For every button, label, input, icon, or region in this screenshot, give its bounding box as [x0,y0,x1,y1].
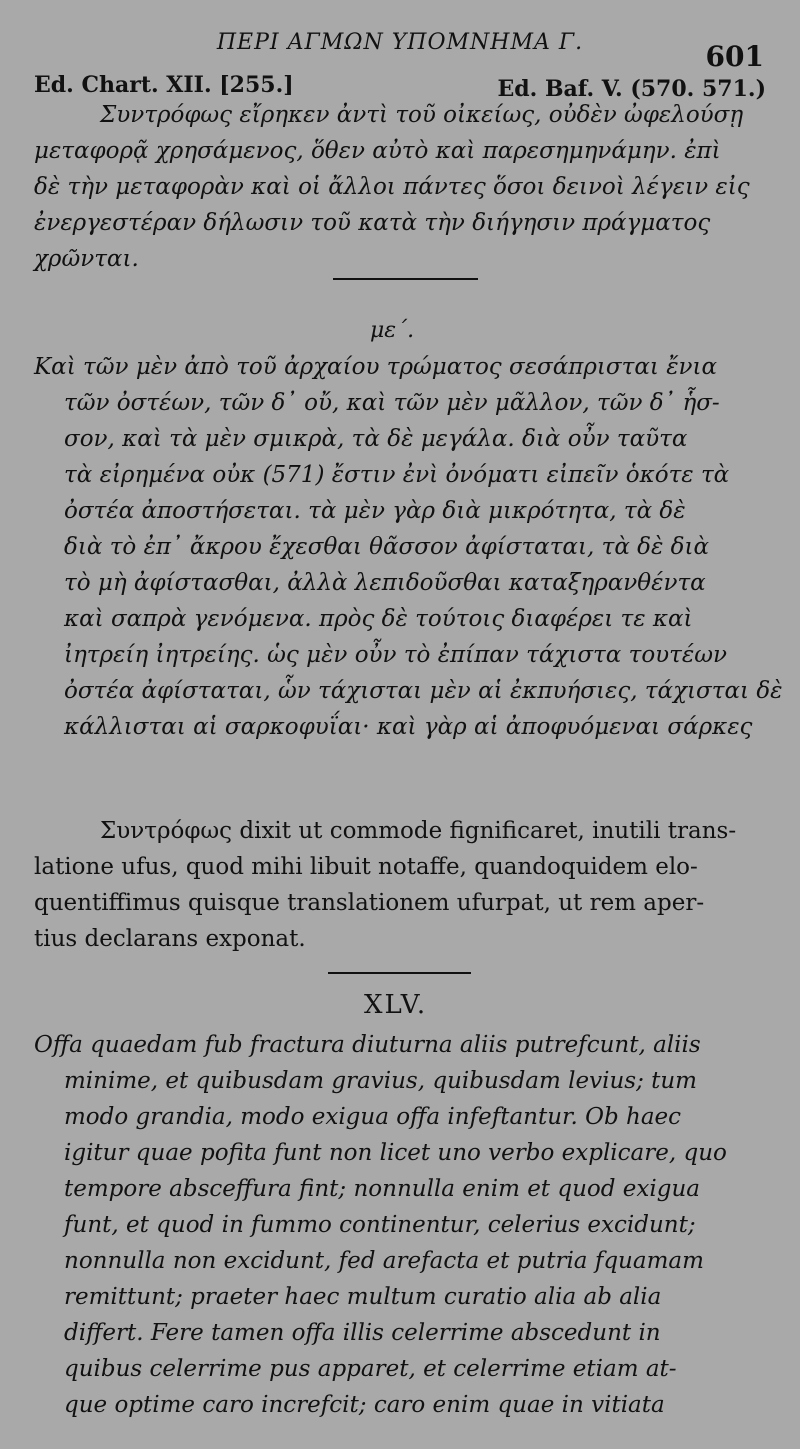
running-title: ΠΕΡΙ ΑΓΜΩΝ ΥΠΟΜΝΗΜΑ Γ. [216,30,584,55]
section-divider [328,972,471,974]
text-line: tempore absceffura fint; nonnulla enim et quod exigua [64,1176,700,1202]
page-number: 601 [705,40,764,73]
text-line: quibus celerrime pus apparet, et celerrime etiam at- [64,1356,677,1382]
text-line: δὲ τὴν μεταφορὰν καὶ οἱ ἄλλοι πάντες ὅσοι δεινοὶ λέγειν εἰς [34,174,750,200]
text-line: Συντρόφως εἴρηκεν ἀντὶ τοῦ οἰκείως, οὐδὲν ὠφελούσῃ [100,102,744,128]
latin-section-number: XLV. [364,990,428,1020]
text-line: latione ufus, quod mihi libuit notaffe, quandoquidem elo- [34,854,698,880]
text-line: funt, et quod in fummo continentur, celerius excidunt; [64,1212,696,1238]
text-line: ἰητρείη ἰητρείης. ὡς μὲν οὖν τὸ ἐπίπαν τάχιστα τουτέων [64,642,727,668]
text-line: κάλλισται αἱ σαρκοφυΐαι· καὶ γὰρ αἱ ἀποφυόμεναι σάρκες [64,714,753,740]
text-line: Συντρόφως dixit ut commode fignificaret, inutili trans- [100,818,737,844]
text-line: μεταφορᾷ χρησάμενος, ὅθεν αὐτὸ καὶ παρεσημηνάμην. ἐπὶ [34,138,721,164]
text-line: nonnulla non excidunt, fed arefacta et putria fquamam [64,1248,704,1274]
text-line: remittunt; praeter haec multum curatio alia ab alia [64,1284,662,1310]
text-line: modo grandia, modo exigua offa infeftantur. Ob haec [64,1104,682,1130]
text-line: τὸ μὴ ἀφίστασθαι, ἀλλὰ λεπιδοῦσθαι καταξηρανθέντα [64,570,706,596]
text-line: Offa quaedam fub fractura diuturna aliis putrefcunt, aliis [34,1032,701,1058]
text-line: differt. Fere tamen offa illis celerrime abscedunt in [64,1320,661,1346]
edition-reference-left: Ed. Chart. XII. [255.] [34,72,294,98]
text-line: quentiffimus quisque translationem ufurpat, ut rem aper- [34,890,705,916]
text-line: καὶ σαπρὰ γενόμενα. πρὸς δὲ τούτοις διαφέρει τε καὶ [64,606,693,632]
text-line: ὀστέα ἀφίσταται, ὧν τάχισται μὲν αἱ ἐκπυήσιες, τάχισται δὲ [64,678,783,704]
text-line: σον, καὶ τὰ μὲν σμικρὰ, τὰ δὲ μεγάλα. διὰ οὖν ταῦτα [64,426,688,452]
text-line: tius declarans exponat. [34,926,306,952]
greek-section-marker: με΄. [370,318,415,343]
section-divider [333,278,478,280]
edition-reference-right: Ed. Baf. V. (570. 571.) [497,76,766,102]
text-line: minime, et quibusdam gravius, quibusdam levius; tum [64,1068,697,1094]
text-line: τὰ εἰρημένα οὐκ (571) ἔστιν ἐνὶ ὀνόματι εἰπεῖν ὁκότε τὰ [64,462,730,488]
text-line: ἐνεργεστέραν δήλωσιν τοῦ κατὰ τὴν διήγησιν πράγματος [34,210,711,236]
text-line: τῶν ὀστέων, τῶν δ᾽ οὔ, καὶ τῶν μὲν μᾶλλον, τῶν δ᾽ ἧσ- [64,390,720,416]
text-line: διὰ τὸ ἐπ᾽ ἄκρου ἔχεσθαι θᾶσσον ἀφίσταται, τὰ δὲ διὰ [64,534,710,560]
text-line: Καὶ τῶν μὲν ἀπὸ τοῦ ἀρχαίου τρώματος σεσάπρισται ἔνια [34,354,718,380]
text-line: χρῶνται. [34,246,139,272]
text-line: ὀστέα ἀποστήσεται. τὰ μὲν γὰρ διὰ μικρότητα, τὰ δὲ [64,498,686,524]
text-line: igitur quae pofita funt non licet uno verbo explicare, quo [64,1140,727,1166]
text-line: que optime caro increfcit; caro enim quae in vitiata [64,1392,665,1418]
